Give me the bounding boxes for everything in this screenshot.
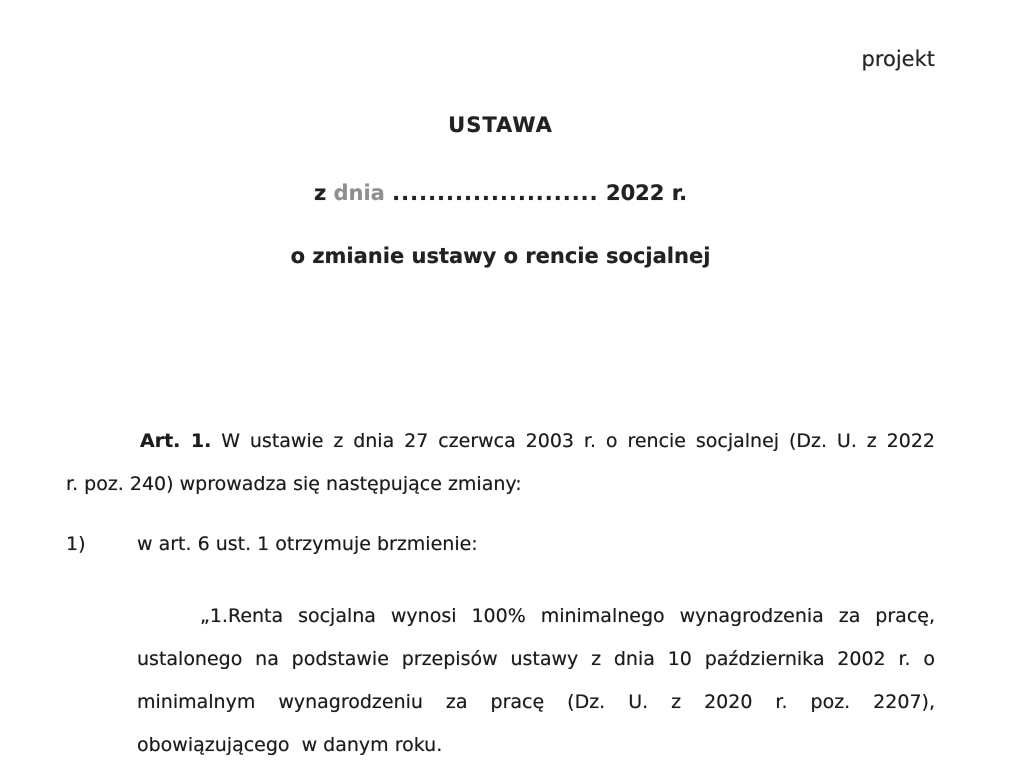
amendment-item-1-number: 1) (66, 533, 86, 555)
draft-label: projekt (861, 47, 935, 71)
article-1-paragraph (66, 420, 935, 506)
law-subject: o zmianie ustawy o rencie socjalnej (290, 244, 711, 268)
amendment-item-1 (66, 523, 935, 566)
quoted-provision-line-2: ustalonego na podstawie przepisów ustawy z dnia 10 października 2002 r. o (137, 648, 935, 670)
law-title: USTAWA (448, 113, 553, 137)
quoted-provision (137, 595, 935, 767)
article-1-label: Art. 1. (140, 430, 212, 452)
article-1-line-2: r. poz. 240) wprowadza się następujące zmiany: (66, 473, 522, 495)
quoted-provision-line-1: „1.Renta socjalna wynosi 100% minimalnego wynagrodzenia za pracę, (200, 605, 935, 627)
quoted-provision-line-4: obowiązującego w danym roku. (137, 734, 443, 756)
date-line-year: 2022 r. (605, 181, 688, 205)
article-1-line-1 (66, 420, 935, 463)
date-line-dnia: dnia (333, 181, 385, 205)
date-line (66, 178, 935, 208)
date-line-z: z (313, 181, 327, 205)
date-line-dots: ....................... (392, 181, 599, 205)
amendment-item-1-text: w art. 6 ust. 1 otrzymuje brzmienie: (137, 533, 478, 555)
quoted-provision-line-3: minimalnym wynagrodzeniu za pracę (Dz. U. z 2020 r. poz. 2207), (137, 691, 935, 713)
article-1-line-1-rest: W ustawie z dnia 27 czerwca 2003 r. o rencie socjalnej (Dz. U. z 2022 (211, 430, 935, 452)
